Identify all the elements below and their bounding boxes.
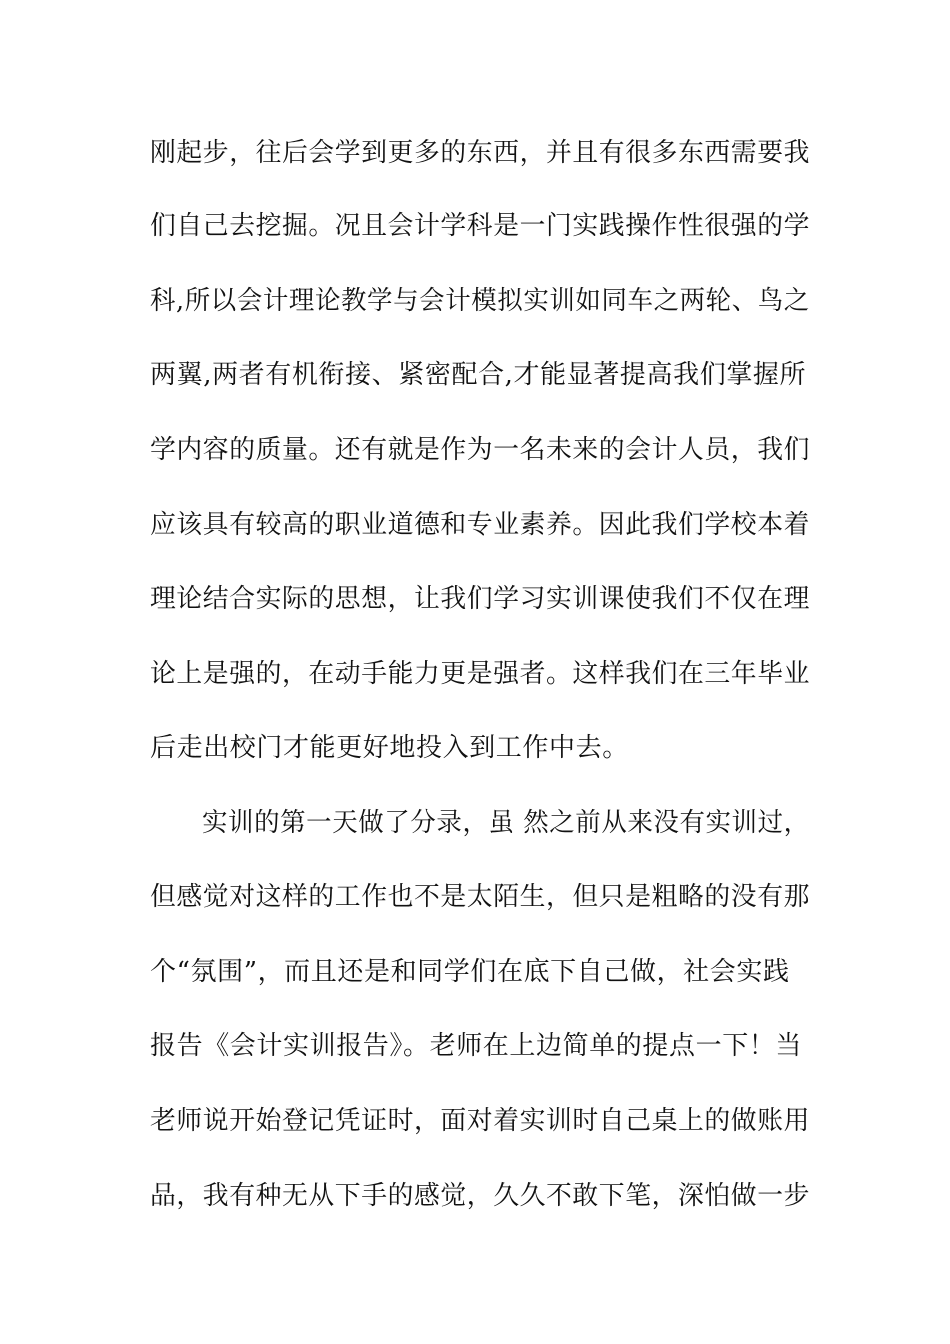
text-line: 刚起步，往后会学到更多的东西，并且有很多东西需要我: [150, 138, 811, 168]
text-line: 个“氛围”，而且还是和同学们在底下自己做，社会实践: [150, 957, 790, 987]
text-line: 理论结合实际的思想，让我们学习实训课使我们不仅在理: [150, 584, 811, 614]
text-line: 后走出校门才能更好地投入到工作中去。: [150, 733, 629, 763]
text-line: 应该具有较高的职业道德和专业素养。因此我们学校本着: [150, 510, 811, 540]
text-line: 们自己去挖掘。况且会计学科是一门实践操作性很强的学: [150, 211, 811, 241]
text-line: 科,所以会计理论教学与会计模拟实训如同车之两轮、鸟之: [150, 286, 810, 316]
text-line: 两翼,两者有机衔接、紧密配合,才能显著提高我们掌握所: [150, 360, 807, 390]
text-line: 老师说开始登记凭证时，面对着实训时自己桌上的做账用: [150, 1106, 811, 1136]
text-line: 论上是强的，在动手能力更是强者。这样我们在三年毕业: [150, 659, 811, 689]
paragraph-first-line: 实训的第一天做了分录，虽 然之前从来没有实训过，: [202, 808, 810, 838]
text-line: 报告《会计实训报告》。老师在上边简单的提点一下！当: [150, 1031, 803, 1061]
text-line: 学内容的质量。还有就是作为一名未来的会计人员，我们: [150, 435, 811, 465]
text-line: 品，我有种无从下手的感觉，久久不敢下笔，深怕做一步: [150, 1181, 811, 1211]
text-line: 但感觉对这样的工作也不是太陌生，但只是粗略的没有那: [150, 882, 811, 912]
